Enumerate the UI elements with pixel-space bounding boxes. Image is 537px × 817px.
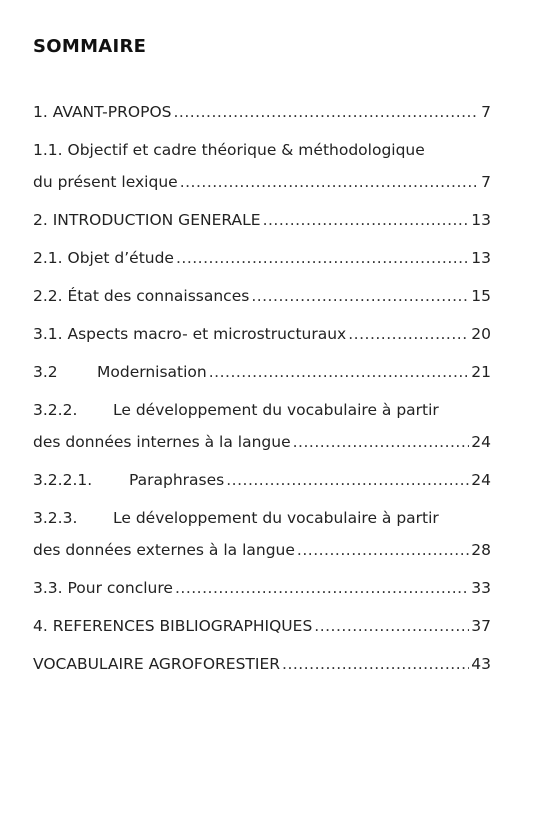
toc-page-number: 33: [471, 579, 491, 597]
toc-page-number: 37: [471, 617, 491, 635]
toc-page-number: 43: [471, 655, 491, 673]
toc-page-number: 21: [471, 363, 491, 381]
toc-leader-dots: [297, 534, 469, 566]
toc-entry-label: 2.2. État des connaissances: [33, 287, 250, 305]
toc-entry-label-continued: du présent lexique: [33, 173, 178, 191]
toc-page-number: 13: [471, 211, 491, 229]
toc-entry-label-continued: des données externes à la langue: [33, 541, 295, 559]
toc-entry[interactable]: [33, 280, 491, 312]
toc-entry-label: 2.1. Objet d’étude: [33, 249, 174, 267]
toc-entry-number: 3.2.2.: [33, 401, 78, 419]
toc-leader-dots: [209, 356, 470, 388]
toc-entry-label: 1.1. Objectif et cadre théorique & méthodologique: [33, 141, 425, 159]
toc-leader-dots: [180, 166, 479, 198]
toc-entry-text: Le développement du vocabulaire à partir: [113, 509, 439, 527]
toc-leader-dots: [176, 242, 469, 274]
toc-leader-dots: [293, 426, 470, 458]
toc-entry-label: 3.1. Aspects macro- et microstructuraux: [33, 325, 347, 343]
toc-entry-label: [33, 356, 207, 388]
toc-leader-dots: [282, 648, 469, 680]
toc-leader-dots: [314, 610, 469, 642]
toc-entry[interactable]: [33, 610, 491, 642]
toc-entry[interactable]: [33, 464, 491, 496]
toc-entry[interactable]: [33, 572, 491, 604]
toc-entry-label-continued: des données internes à la langue: [33, 433, 291, 451]
toc-leader-dots: [251, 280, 469, 312]
toc-page-number: 20: [471, 325, 491, 343]
toc-leader-dots: [263, 204, 470, 236]
toc-page-number: 7: [481, 103, 491, 121]
toc-entry[interactable]: [33, 356, 491, 388]
toc-entry-label: 3.3. Pour conclure: [33, 579, 173, 597]
toc-entry[interactable]: [33, 648, 491, 680]
toc-entry[interactable]: [33, 242, 491, 274]
toc-page-number: 24: [471, 471, 491, 489]
toc-entry[interactable]: [33, 318, 491, 350]
toc-entry-label: VOCABULAIRE AGROFORESTIER: [33, 655, 281, 673]
toc-entry[interactable]: [33, 204, 491, 236]
page-title: SOMMAIRE: [33, 36, 147, 57]
toc-entry-text: Paraphrases: [129, 471, 225, 489]
toc-entry-label: 2. INTRODUCTION GENERALE: [33, 211, 261, 229]
toc-entry-number: 3.2.2.1.: [33, 471, 93, 489]
table-of-contents: [33, 96, 491, 680]
toc-entry-label: 1. AVANT-PROPOS: [33, 103, 172, 121]
toc-leader-dots: [348, 318, 469, 350]
toc-entry[interactable]: [33, 96, 491, 128]
toc-entry-text: Modernisation: [97, 363, 207, 381]
toc-entry[interactable]: [33, 134, 491, 198]
toc-entry-number: 3.2: [33, 363, 58, 381]
toc-entry-text: Le développement du vocabulaire à partir: [113, 401, 439, 419]
toc-leader-dots: [226, 464, 469, 496]
toc-page-number: 13: [471, 249, 491, 267]
toc-page-number: 28: [471, 541, 491, 559]
toc-page-number: 24: [471, 433, 491, 451]
toc-entry[interactable]: [33, 394, 491, 458]
toc-leader-dots: [173, 96, 479, 128]
toc-entry-number: 3.2.3.: [33, 509, 78, 527]
toc-page-number: 7: [481, 173, 491, 191]
toc-entry[interactable]: [33, 502, 491, 566]
toc-entry-label: 4. REFERENCES BIBLIOGRAPHIQUES: [33, 617, 313, 635]
toc-page-number: 15: [471, 287, 491, 305]
toc-leader-dots: [175, 572, 469, 604]
